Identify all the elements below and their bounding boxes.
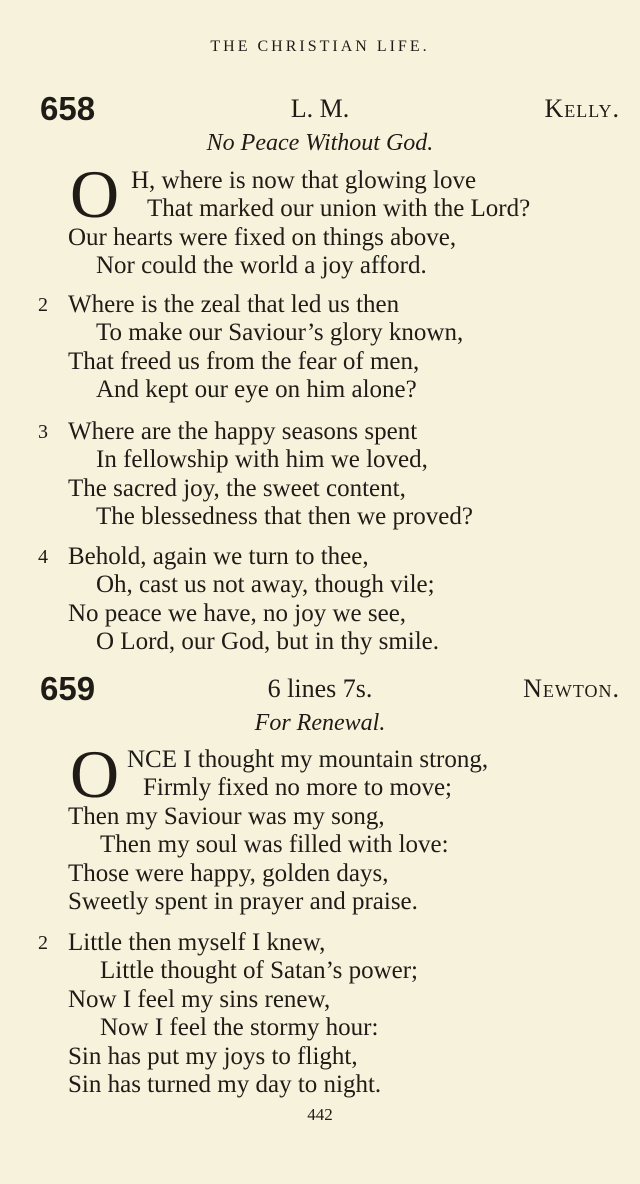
verse-line: Now I feel the stormy hour:	[100, 1014, 379, 1041]
verse-line: Little thought of Satan’s power;	[100, 957, 419, 984]
drop-cap: O	[70, 156, 120, 232]
verse-line: Oh, cast us not away, though vile;	[96, 571, 435, 598]
hymn-number: 659	[40, 670, 96, 707]
running-head: THE CHRISTIAN LIFE.	[210, 38, 430, 55]
verse-line: That freed us from the fear of men,	[68, 348, 420, 375]
verse-line: Where are the happy seasons spent	[68, 418, 418, 445]
verse-line: Sweetly spent in prayer and praise.	[68, 888, 418, 915]
verse-line: Behold, again we turn to thee,	[68, 543, 369, 570]
hymn-658-header	[0, 90, 640, 130]
verse-line: NCE I thought my mountain strong,	[127, 746, 489, 773]
verse-line: No peace we have, no joy we see,	[68, 600, 407, 627]
verse-line: O Lord, our God, but in thy smile.	[96, 628, 440, 655]
hymn-subtitle: For Renewal.	[254, 710, 386, 736]
verse-number: 3	[38, 421, 48, 443]
verse-line: Little then myself I knew,	[68, 929, 326, 956]
verse-line: Where is the zeal that led us then	[68, 291, 400, 318]
page-number: 442	[307, 1105, 333, 1124]
verse-number: 4	[38, 546, 48, 568]
verse-line: H, where is now that glowing love	[131, 167, 477, 194]
verse-line: Then my Saviour was my song,	[68, 803, 385, 830]
hymn-author: Newton.	[523, 674, 620, 703]
verse-line: To make our Saviour’s glory known,	[96, 319, 464, 346]
hymn-659-header	[0, 670, 640, 710]
hymn-author: Kelly.	[544, 94, 620, 123]
verse-line: Sin has put my joys to flight,	[68, 1043, 358, 1070]
verse-line: And kept our eye on him alone?	[96, 376, 417, 403]
drop-cap: O	[70, 736, 120, 812]
verse-line: Nor could the world a joy afford.	[96, 252, 427, 279]
hymn-number: 658	[40, 90, 96, 127]
verse-line: Those were happy, golden days,	[68, 860, 389, 887]
verse-line: Sin has turned my day to night.	[68, 1071, 382, 1098]
verse-line: Firmly fixed no more to move;	[143, 774, 452, 801]
hymn-meter: L. M.	[290, 94, 350, 123]
hymn-meter: 6 lines 7s.	[267, 674, 373, 703]
verse-line: In fellowship with him we loved,	[96, 446, 428, 473]
verse-line: The blessedness that then we proved?	[96, 503, 473, 530]
verse-line: Our hearts were fixed on things above,	[68, 224, 457, 251]
verse-line: That marked our union with the Lord?	[147, 195, 531, 222]
verse-line: Then my soul was filled with love:	[100, 831, 449, 858]
hymn-subtitle: No Peace Without God.	[206, 130, 434, 156]
verse-line: The sacred joy, the sweet content,	[68, 475, 406, 502]
verse-line: Now I feel my sins renew,	[68, 986, 331, 1013]
verse-number: 2	[38, 294, 48, 316]
verse-number: 2	[38, 932, 48, 954]
